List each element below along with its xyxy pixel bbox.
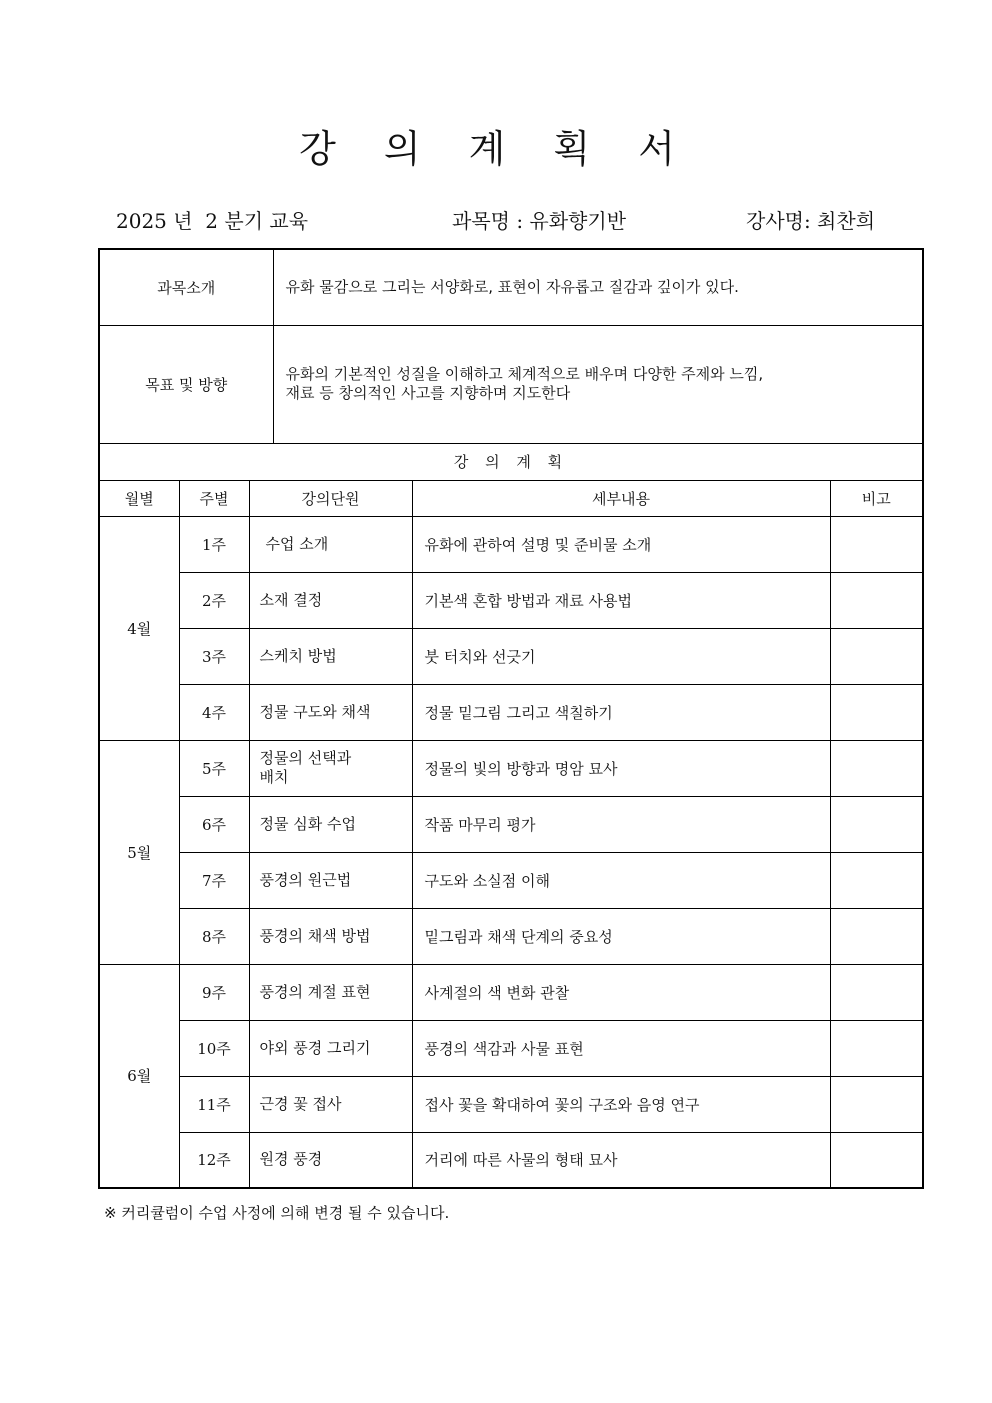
header-note: 비고 — [830, 480, 923, 516]
unit-cell: 풍경의 원근법 — [249, 852, 412, 908]
detail-cell: 접사 꽃을 확대하여 꽃의 구조와 음영 연구 — [412, 1076, 830, 1132]
detail-cell: 붓 터치와 선긋기 — [412, 628, 830, 684]
unit-cell: 정물 심화 수업 — [249, 796, 412, 852]
unit-cell: 정물 구도와 채색 — [249, 684, 412, 740]
detail-cell: 거리에 따른 사물의 형태 묘사 — [412, 1132, 830, 1188]
instructor-info: 강사명: 최찬희 — [746, 209, 876, 233]
intro-label: 과목소개 — [99, 249, 273, 325]
table-row — [99, 1020, 923, 1076]
note-cell — [830, 572, 923, 628]
page-title: 강 의 계 획 서 — [299, 127, 693, 171]
unit-cell: 소재 결정 — [249, 572, 412, 628]
detail-cell: 밑그림과 채색 단계의 중요성 — [412, 908, 830, 964]
goal-text-line2: 재료 등 창의적인 사고를 지향하며 지도한다 — [285, 384, 571, 402]
table-row — [99, 1076, 923, 1132]
unit-cell: 스케치 방법 — [249, 628, 412, 684]
week-cell: 9주 — [179, 964, 249, 1020]
week-cell: 1주 — [179, 516, 249, 572]
section-row — [99, 443, 923, 480]
intro-row — [99, 249, 923, 325]
intro-text: 유화 물감으로 그리는 서양화로, 표현이 자유롭고 질감과 깊이가 있다. — [273, 249, 923, 325]
unit-cell: 풍경의 채색 방법 — [249, 908, 412, 964]
note-cell — [830, 964, 923, 1020]
header-row — [99, 480, 923, 516]
header-detail: 세부내용 — [412, 480, 830, 516]
unit-cell: 근경 꽃 접사 — [249, 1076, 412, 1132]
week-cell: 2주 — [179, 572, 249, 628]
note-cell — [830, 628, 923, 684]
table-row — [99, 740, 923, 796]
unit-cell: 원경 풍경 — [249, 1132, 412, 1188]
week-cell: 4주 — [179, 684, 249, 740]
note-cell — [830, 1132, 923, 1188]
note-cell — [830, 796, 923, 852]
note-cell — [830, 1020, 923, 1076]
week-cell: 6주 — [179, 796, 249, 852]
month-cell: 5월 — [99, 740, 179, 964]
note-cell — [830, 908, 923, 964]
unit-cell — [249, 740, 412, 796]
section-title: 강 의 계 획 — [99, 443, 923, 480]
note-cell — [830, 852, 923, 908]
table-row — [99, 796, 923, 852]
table-row — [99, 572, 923, 628]
header-week: 주별 — [179, 480, 249, 516]
detail-cell: 기본색 혼합 방법과 재료 사용법 — [412, 572, 830, 628]
detail-cell: 정물 밑그림 그리고 색칠하기 — [412, 684, 830, 740]
detail-cell: 작품 마무리 평가 — [412, 796, 830, 852]
week-cell: 10주 — [179, 1020, 249, 1076]
goal-label: 목표 및 방향 — [99, 325, 273, 443]
detail-cell: 풍경의 색감과 사물 표현 — [412, 1020, 830, 1076]
curriculum-footnote: ※ 커리큘럼이 수업 사정에 의해 변경 될 수 있습니다. — [104, 1204, 450, 1222]
note-cell — [830, 516, 923, 572]
table-row — [99, 964, 923, 1020]
header-month: 월별 — [99, 480, 179, 516]
goal-row — [99, 325, 923, 443]
note-cell — [830, 684, 923, 740]
week-cell: 12주 — [179, 1132, 249, 1188]
unit-cell-line2: 배치 — [259, 768, 289, 786]
month-cell: 6월 — [99, 964, 179, 1188]
goal-text — [273, 325, 923, 443]
unit-cell: 풍경의 계절 표현 — [249, 964, 412, 1020]
table-row — [99, 852, 923, 908]
week-cell: 8주 — [179, 908, 249, 964]
unit-cell: 야외 풍경 그리기 — [249, 1020, 412, 1076]
detail-cell: 구도와 소실점 이해 — [412, 852, 830, 908]
table-row — [99, 516, 923, 572]
goal-text-line1: 유화의 기본적인 성질을 이해하고 체계적으로 배우며 다양한 주제와 느낌, — [285, 365, 764, 383]
note-cell — [830, 740, 923, 796]
note-cell — [830, 1076, 923, 1132]
month-cell: 4월 — [99, 516, 179, 740]
detail-cell: 사계절의 색 변화 관찰 — [412, 964, 830, 1020]
lecture-plan-table — [98, 248, 924, 1189]
subject-info: 과목명 : 유화향기반 — [452, 209, 627, 233]
week-cell: 7주 — [179, 852, 249, 908]
week-cell: 3주 — [179, 628, 249, 684]
detail-cell: 유화에 관하여 설명 및 준비물 소개 — [412, 516, 830, 572]
quarter-info: 2025 년 2 분기 교육 — [116, 209, 309, 233]
week-cell: 5주 — [179, 740, 249, 796]
table-row — [99, 628, 923, 684]
header-unit: 강의단원 — [249, 480, 412, 516]
unit-cell: 수업 소개 — [249, 516, 412, 572]
week-cell: 11주 — [179, 1076, 249, 1132]
table-row — [99, 908, 923, 964]
table-row — [99, 1132, 923, 1188]
unit-cell-line1: 정물의 선택과 — [259, 749, 352, 767]
table-row — [99, 684, 923, 740]
detail-cell: 정물의 빛의 방향과 명암 묘사 — [412, 740, 830, 796]
